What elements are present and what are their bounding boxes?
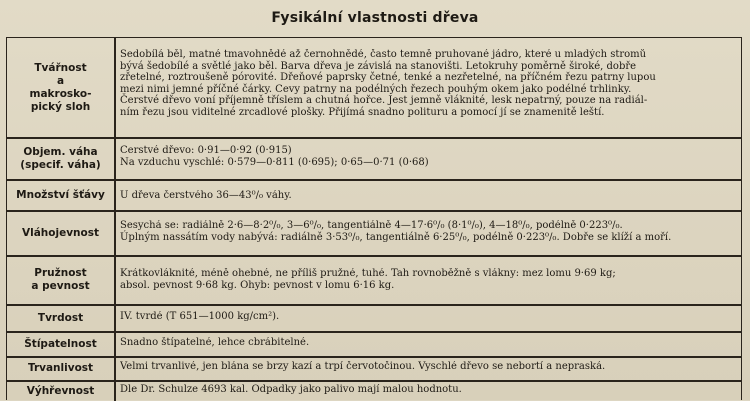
label-line: Výhřevnost xyxy=(26,384,95,397)
row-text-stipatelnost xyxy=(120,337,738,349)
label-line: Tvářnost xyxy=(34,61,87,74)
row-label-objem-vaha xyxy=(7,138,114,179)
label-line: Objem. váha xyxy=(23,145,98,158)
row-divider xyxy=(7,356,741,358)
row-label-pruznost xyxy=(7,256,114,304)
row-label-tvarnost xyxy=(7,38,114,137)
page-title: Fysikální vlastnosti dřeva xyxy=(271,10,479,26)
text-line: Sesychá se: radiálně 2·6—8·2⁰/₀, 3—6⁰/₀, tangentiálně 4—17·6⁰/₀ (8·1⁰/₀), 4—18⁰/₀, podélně 0·223⁰/₀. xyxy=(120,220,623,231)
row-label-vyhrevnost xyxy=(7,381,114,401)
row-text-vyhrevnost xyxy=(120,384,738,396)
text-line: U dřeva čerstvého 36—43⁰/₀ váhy. xyxy=(120,190,292,201)
row-divider xyxy=(7,331,741,333)
row-divider xyxy=(7,179,741,181)
row-text-tvrdost xyxy=(120,311,738,323)
row-divider xyxy=(7,304,741,306)
label-line: Pružnost xyxy=(34,267,87,279)
text-line: Dle Dr. Schulze 4693 kal. Odpadky jako palivo mají malou hodnotu. xyxy=(120,384,462,395)
row-label-tvrdost xyxy=(7,305,114,331)
row-text-vlahojevnost xyxy=(120,220,738,243)
row-text-objem-vaha xyxy=(120,145,738,168)
text-line: Šedobílá běl, matné tmavohnědé až černohnědé, často temně pruhované jádro, které u mladých stromů xyxy=(120,49,647,60)
row-text-tvarnost xyxy=(120,49,738,119)
text-line: Velmi trvanlivé, jen blána se brzy kazí a trpí červotočinou. Vyschlé dřevo se nebortí a nepraská. xyxy=(120,361,606,372)
text-line: ním řezu jsou viditelné zrcadlové plošky. Přijímá snadno polituru a pomocí jí se znamenitě leští. xyxy=(120,106,605,118)
label-line: Množství šťávy xyxy=(16,188,105,201)
label-line: Trvanlivost xyxy=(27,362,94,374)
text-line: Na vzduchu vyschlé: 0·579—0·811 (0·695); 0·65—0·71 (0·68) xyxy=(120,156,429,168)
properties-table xyxy=(6,37,742,400)
label-line: Tvrdost xyxy=(37,311,84,324)
text-line: mezi nimi jemné příčné čárky. Cevy patrny na podélných řezech pouhým okem jako podélné trhlinky. xyxy=(120,83,632,95)
row-divider xyxy=(7,380,741,382)
text-line: Úplným nassátím vody nabývá: radiálně 3·53⁰/₀, tangentiálně 6·25⁰/₀, podélně 0·223⁰/₀. Dobře se klíží a moří. xyxy=(120,231,672,243)
label-line: Štípatelnost xyxy=(24,337,97,350)
text-line: bývá šedobílé a světlé jako běl. Barva dřeva je závislá na stanovišti. Letokruhy poměrně široké, dobře xyxy=(120,60,637,72)
text-line: Snadno štípatelné, lehce cbrábitelné. xyxy=(120,337,310,348)
row-label-mnozstvi-stavy xyxy=(7,180,114,210)
label-line: pický sloh xyxy=(30,100,91,113)
row-text-trvanlivost xyxy=(120,361,738,373)
text-line: zřetelné, roztroušeně pórovité. Dřeňové paprsky četné, tenké a nezřetelné, na příčném řezu patrny lupou xyxy=(120,72,656,84)
label-line: (specif. váha) xyxy=(20,158,101,171)
row-divider xyxy=(7,210,741,212)
row-label-stipatelnost xyxy=(7,332,114,356)
row-text-mnozstvi-stavy xyxy=(120,190,738,202)
text-line: Čerstvé dřevo: 0·91—0·92 (0·915) xyxy=(120,145,292,156)
row-divider xyxy=(7,137,741,139)
row-label-trvanlivost xyxy=(7,357,114,380)
label-line: Vláhojevnost xyxy=(21,226,100,239)
text-line: Krátkovláknité, méně ohebné, ne příliš pružné, tuhé. Tah rovnoběžně s vlákny: mez lomu 9·69 kg; xyxy=(120,268,616,279)
text-line: absol. pevnost 9·68 kg. Ohyb: pevnost v lomu 6·16 kg. xyxy=(120,279,395,291)
row-label-vlahojevnost xyxy=(7,211,114,255)
text-line: IV. tvrdé (T 651—1000 kg/cm²). xyxy=(120,311,280,322)
row-divider xyxy=(7,255,741,257)
column-divider xyxy=(114,38,116,401)
label-line: a xyxy=(56,74,65,87)
label-line: a pevnost xyxy=(31,280,90,292)
label-line: makrosko- xyxy=(29,87,92,100)
row-text-pruznost xyxy=(120,268,738,291)
text-line: Čerstvé dřevo voní příjemně tříslem a chutná hořce. Jest jemně vláknité, lesk nepatrný, pouze na radiál- xyxy=(120,95,648,107)
